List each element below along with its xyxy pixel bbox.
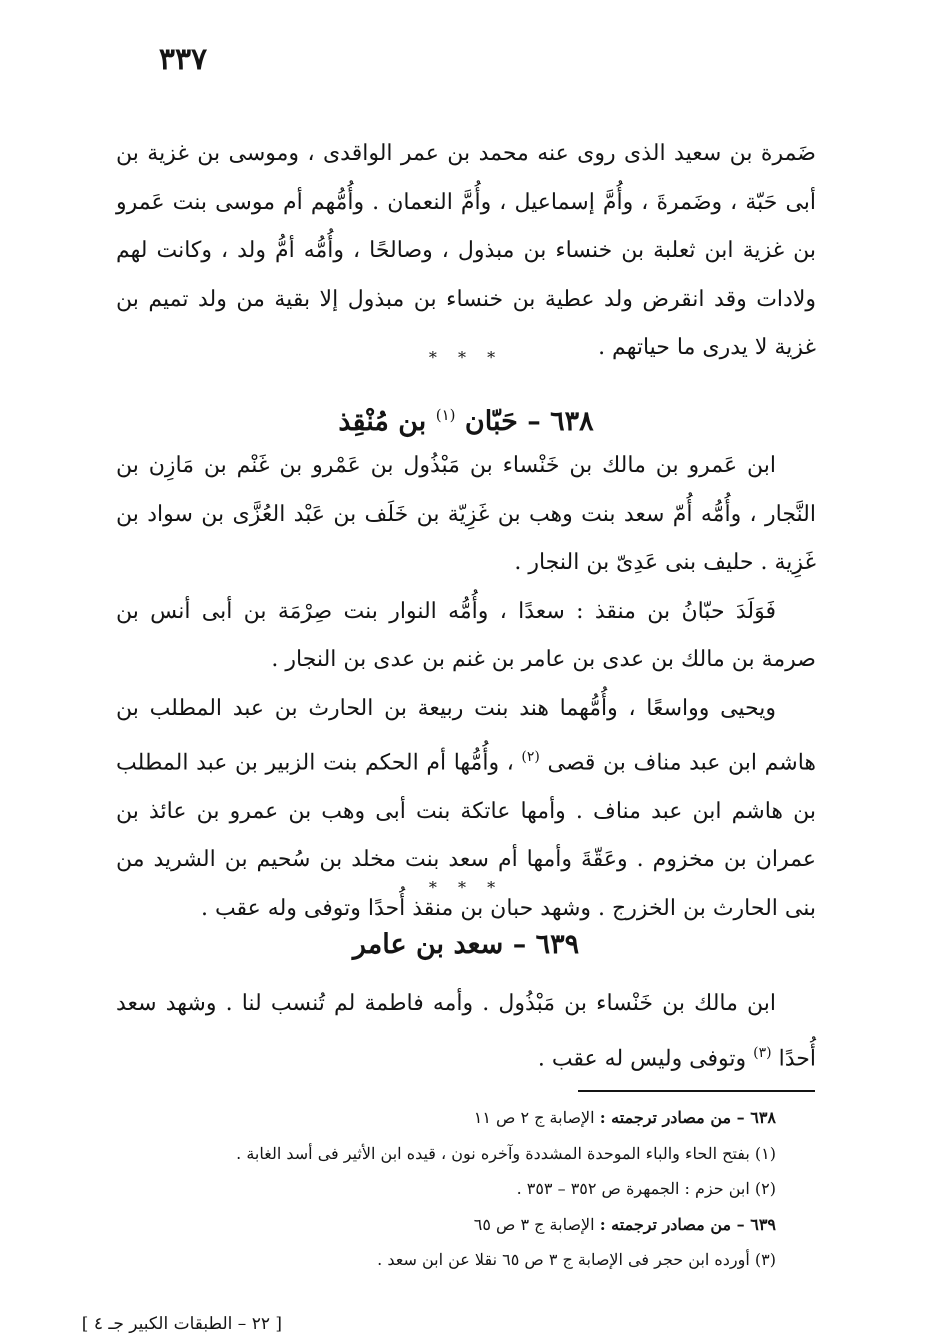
footnote-text: (٢) ابن حزم : الجمهرة ص ٣٥٢ – ٣٥٣ . xyxy=(516,1179,776,1198)
footnote-text: (١) بفتح الحاء والباء الموحدة المشددة وآخره نون ، قيده ابن الأثير فى أسد الغابة . xyxy=(236,1143,776,1163)
text-line: حَبّة ، وضَمرةَ ، وأُمَّ إسماعيل ، وأُمَّ النعمان . وأُمُّهم أم موسى بنت عَمرو بن غزية xyxy=(116,189,816,263)
footnote-text: الإصابة ج ٣ ص ٦٥ xyxy=(473,1214,595,1234)
paragraph-text: ابن مالك بن خَنْساء بن مَبْذُول . وأمه فاطمة لم تُنسب لنا . وشهد سعد أُحدًا xyxy=(116,991,816,1071)
page-footer: [ ٢٢ – الطبقات الكبير جـ ٤ ] xyxy=(81,1314,282,1334)
entry-dash: – xyxy=(527,406,541,437)
footnote-line xyxy=(116,1136,776,1172)
section-separator: * * * xyxy=(428,348,504,367)
entry-number: ٦٣٩ xyxy=(535,929,580,960)
text-line: ابن ثعلبة بن خنساء بن مبذول ، وصالحًا ، وأُمُّه أمُّ ولد ، وكانت لهم ولادات وقد xyxy=(116,238,816,312)
text-line: ضَمرة بن سعيد الذى روى عنه محمد بن عمر الواقدى ، وموسى بن غزية بن أبى xyxy=(116,141,817,215)
entry-name: سعد بن عامر xyxy=(352,929,504,960)
entry-638-heading xyxy=(116,395,816,442)
text-line: ما حياتهم . xyxy=(598,335,696,360)
entry-paragraph xyxy=(116,980,816,1083)
intro-paragraph xyxy=(116,130,816,373)
footnotes xyxy=(116,1100,776,1278)
paragraph-text: وتوفى وليس له عقب . xyxy=(537,1045,747,1071)
section-separator: * * * xyxy=(428,878,504,897)
intro-passage xyxy=(116,130,816,373)
entry-paragraph: ابن عَمرو بن مالك بن خَنْساء بن مَبْذُول بن عَمْرو بن غَنْم بن مَازِن بن النَّجار ، وأُمُّه أُمّ سعد بنت وهب بن غَزِيّة بن خَلَف بن عَبْد العُزَّى بن سواد بن غَزِية . حليف بنى عَدِىّ بن النجار . xyxy=(116,453,816,575)
entry-name-rest: بن مُنْقِذ xyxy=(338,406,427,437)
footnote-heading: ٦٣٨ – من مصادر ترجمته : xyxy=(599,1108,776,1127)
footnote-ref: (٣) xyxy=(753,1044,772,1061)
footnote-line xyxy=(116,1207,776,1243)
entry-638-body xyxy=(116,442,816,933)
footnote-text: (٣) أورده ابن حجر فى الإصابة ج ٣ ص ٦٥ نقلا عن ابن سعد . xyxy=(377,1250,776,1269)
entry-639-body xyxy=(116,980,816,1083)
entry-dash: – xyxy=(512,929,527,960)
entry-paragraph: فَوَلَدَ حبّانُ بن منقذ : سعدًا ، وأُمُّه النوار بنت صِرْمَة بن أبى أنس بن صرمة بن مالك بن عدى بن عامر بن غنم بن عدى بن النجار . xyxy=(116,598,816,672)
paragraph-text: ويحيى وواسعًا ، وأُمُّهما هند بنت ربيعة بن الحارث بن عبد المطلب بن هاشم ابن عبد مناف بن قصى xyxy=(116,695,816,776)
footnote-marker: (١) xyxy=(435,406,456,424)
footnote-line xyxy=(116,1242,776,1278)
footnote-ref: (٢) xyxy=(521,749,540,765)
footnote-divider xyxy=(578,1090,815,1092)
footnote-heading: ٦٣٩ – من مصادر ترجمته : xyxy=(599,1214,776,1234)
entry-number: ٦٣٨ xyxy=(550,406,594,437)
entry-639-heading xyxy=(116,925,816,965)
page-number: ٣٣٧ xyxy=(158,42,208,77)
footnote-line xyxy=(116,1100,776,1136)
paragraph-text: ، وأُمُّها أم الحكم بنت الزبير بن عبد المطلب بن هاشم ابن عبد مناف . وأمها عاتكة بنت أبى وهب بن عمرو بن عائذ بن عمران بن مخزوم . وعَقّةَ وأمها أم سعد بنت مخلد بن سُحيم بن الشريد من بنى الحارث بن الخزرج . وشهد حبان بن منقذ أُحدًا وتوفى وله عقب . xyxy=(116,750,816,921)
entry-name: حَبّان xyxy=(464,406,518,437)
footnote-text: الإصابة ج ٢ ص ١١ xyxy=(473,1108,595,1127)
footnote-line xyxy=(116,1171,776,1207)
text-line: انقرض ولد عطية بن خنساء بن مبذول إلا بقية من ولد تميم بن غزية لا يدرى xyxy=(116,286,816,360)
